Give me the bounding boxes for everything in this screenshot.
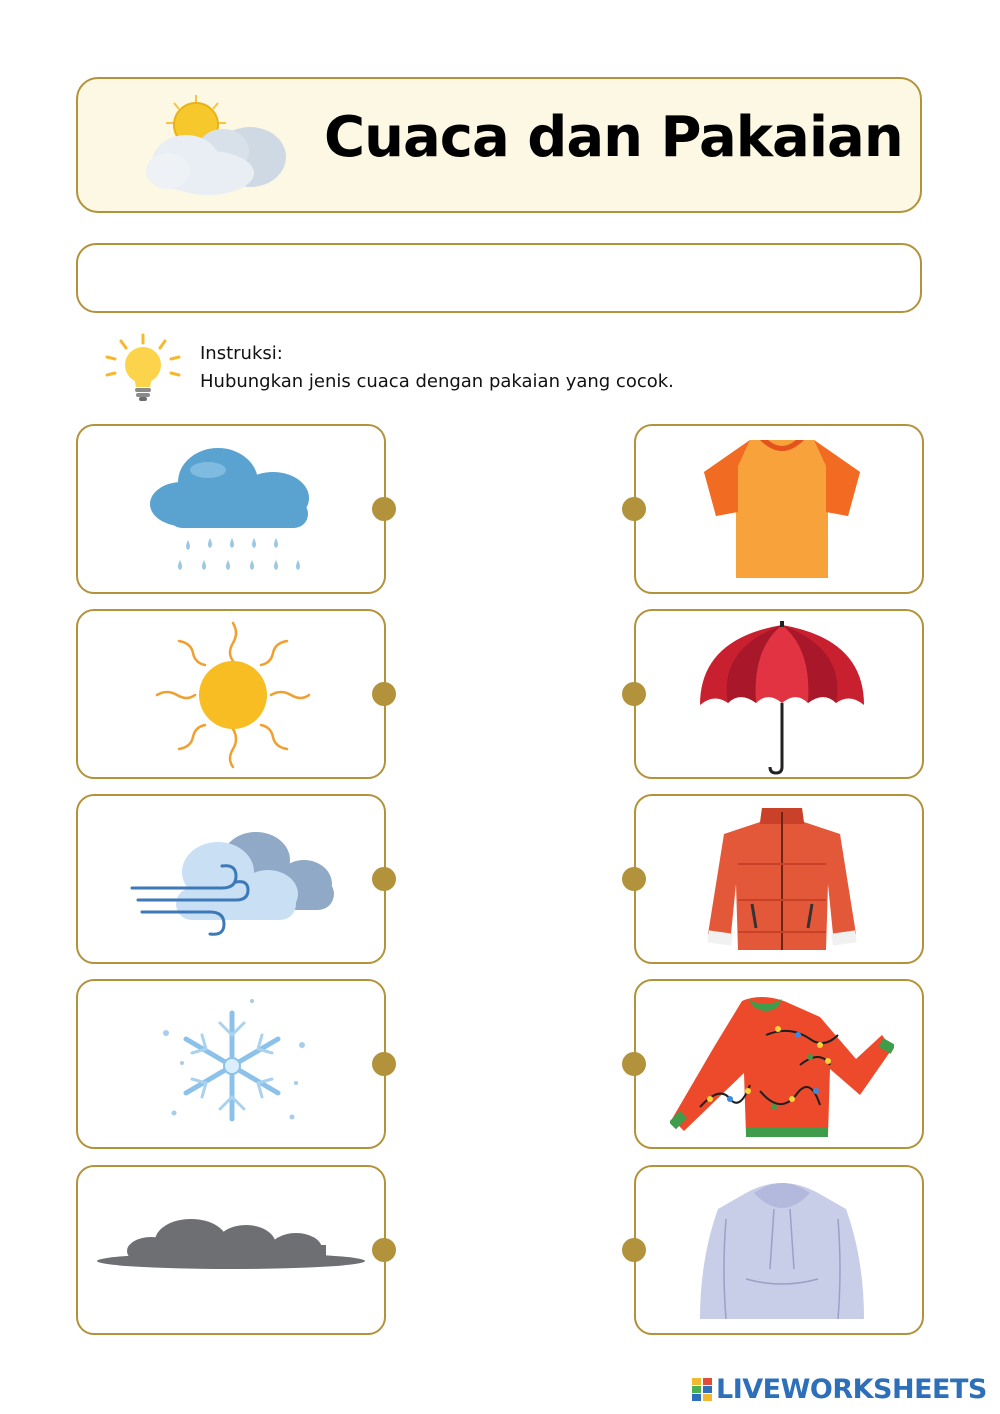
name-field[interactable] bbox=[76, 243, 922, 313]
rain-cloud-icon bbox=[148, 440, 318, 580]
hoodie-icon bbox=[696, 1179, 868, 1325]
lightbulb-icon bbox=[104, 333, 182, 403]
weather-card-windy bbox=[76, 794, 386, 964]
title-banner bbox=[76, 77, 922, 213]
clothing-card-hoodie bbox=[634, 1165, 924, 1335]
sun-cloud-icon bbox=[138, 93, 298, 203]
match-dot-clothing-4[interactable] bbox=[622, 1052, 646, 1076]
weather-card-cloudy bbox=[76, 1165, 386, 1335]
weather-card-snow bbox=[76, 979, 386, 1149]
instructions bbox=[200, 340, 674, 396]
windy-cloud-icon bbox=[128, 824, 338, 938]
instructions-text: Hubungkan jenis cuaca dengan pakaian yang cocok. bbox=[200, 371, 674, 392]
liveworksheets-logo-icon bbox=[692, 1378, 712, 1402]
umbrella-icon bbox=[696, 619, 868, 775]
clothing-card-sweater bbox=[634, 979, 924, 1149]
match-dot-weather-5[interactable] bbox=[372, 1238, 396, 1262]
weather-card-sunny bbox=[76, 609, 386, 779]
clothing-card-umbrella bbox=[634, 609, 924, 779]
sweater-icon bbox=[670, 995, 894, 1141]
clothing-card-jacket bbox=[634, 794, 924, 964]
match-dot-clothing-3[interactable] bbox=[622, 867, 646, 891]
clothing-card-tshirt bbox=[634, 424, 924, 594]
match-dot-weather-4[interactable] bbox=[372, 1052, 396, 1076]
t-shirt-icon bbox=[698, 434, 866, 584]
brand-name: LIVEWORKSHEETS bbox=[716, 1374, 987, 1405]
snowflake-icon bbox=[152, 993, 312, 1139]
page-title: Cuaca dan Pakaian bbox=[324, 105, 903, 170]
dark-cloud-icon bbox=[96, 1215, 366, 1285]
match-dot-clothing-5[interactable] bbox=[622, 1238, 646, 1262]
jacket-icon bbox=[700, 804, 864, 958]
instructions-heading: Instruksi: bbox=[200, 343, 283, 364]
match-dot-clothing-1[interactable] bbox=[622, 497, 646, 521]
sun-icon bbox=[153, 619, 313, 771]
match-dot-clothing-2[interactable] bbox=[622, 682, 646, 706]
match-dot-weather-2[interactable] bbox=[372, 682, 396, 706]
match-dot-weather-3[interactable] bbox=[372, 867, 396, 891]
weather-card-rain bbox=[76, 424, 386, 594]
match-dot-weather-1[interactable] bbox=[372, 497, 396, 521]
